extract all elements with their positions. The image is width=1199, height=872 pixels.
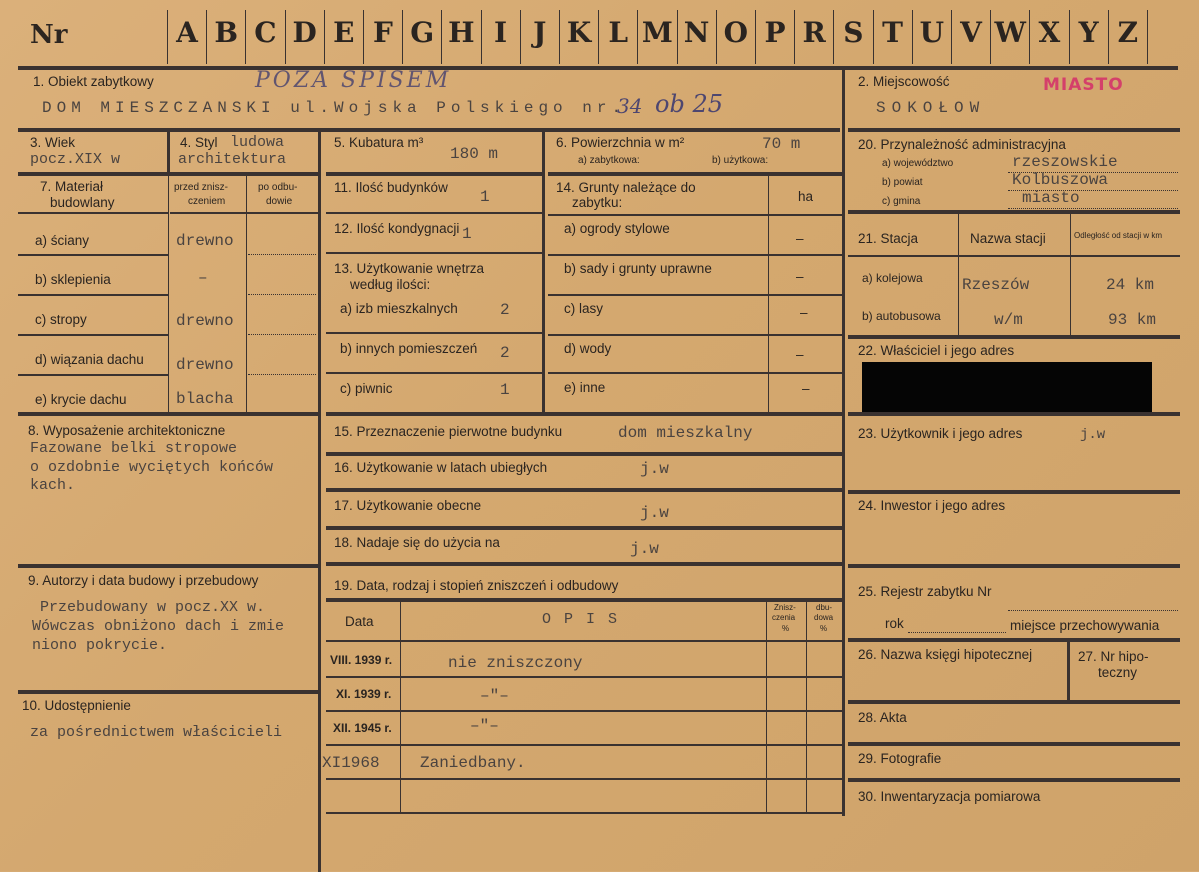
f7-row-value: drewno — [176, 232, 234, 250]
f13-row-label: b) innych pomieszczeń — [340, 341, 478, 356]
f20-b: b) powiat — [882, 177, 923, 188]
index-letter-c: C — [254, 16, 277, 49]
f30-label: 30. Inwentaryzacja pomiarowa — [858, 789, 1041, 804]
f7-row-label: e) krycie dachu — [35, 392, 127, 407]
f4-label: 4. Styl — [180, 135, 218, 150]
f27-label-2: teczny — [1098, 665, 1138, 680]
f10-label: 10. Udostępnienie — [22, 698, 131, 713]
f18-value: j.w — [630, 540, 659, 558]
f19-h-zn1: Znisz- — [774, 603, 796, 612]
f7-h1a: przed znisz- — [174, 182, 228, 193]
f6-label: 6. Powierzchnia w m² — [556, 135, 685, 150]
f3-value: pocz.XIX w — [30, 151, 121, 168]
f25-miejsce: miejsce przechowywania — [1010, 618, 1160, 633]
f7-row-label: a) ściany — [35, 233, 90, 248]
f19-row-opis: Zaniedbany. — [420, 754, 526, 772]
f27-label-1: 27. Nr hipo- — [1078, 649, 1149, 664]
index-letter-i: I — [494, 16, 508, 49]
f14-row-value: – — [802, 381, 810, 396]
f7-row-value: – — [198, 269, 208, 287]
index-letter-d: D — [292, 16, 317, 49]
f7-row-value: drewno — [176, 312, 234, 330]
f25-rok: rok — [885, 616, 904, 631]
f14-label-2: zabytku: — [572, 195, 623, 210]
f14-row-label: d) wody — [564, 341, 612, 356]
index-letter-o: O — [723, 16, 748, 49]
f1-number: 34 — [617, 94, 643, 118]
f13-row-label: a) izb mieszkalnych — [340, 301, 458, 316]
f1-label: 1. Obiekt zabytkowy — [33, 74, 154, 89]
index-letter-u: U — [919, 16, 944, 49]
index-letter-w: W — [994, 16, 1026, 49]
f29-label: 29. Fotografie — [858, 751, 942, 766]
f19-row-date: XI1968 — [322, 754, 380, 772]
f14-label-1: 14. Grunty należące do — [556, 180, 696, 195]
f3-label: 3. Wiek — [30, 135, 76, 150]
f20-a: a) województwo — [882, 158, 954, 169]
index-letter-k: K — [566, 16, 592, 49]
f2-value: SOKOŁOW — [876, 99, 986, 117]
f9-label: 9. Autorzy i data budowy i przebudowy — [28, 573, 259, 588]
index-letter-t: T — [882, 16, 904, 49]
f11-label: 11. Ilość budynków — [334, 180, 448, 195]
f23-label: 23. Użytkownik i jego adres — [858, 426, 1023, 441]
f19-row-date: VIII. 1939 r. — [330, 653, 393, 667]
f19-h-date: Data — [345, 614, 374, 629]
f17-label: 17. Użytkowanie obecne — [334, 498, 482, 513]
f13-row-value: 2 — [500, 344, 510, 362]
f21-na: Rzeszów — [962, 276, 1030, 294]
index-letter-r: R — [802, 16, 826, 49]
index-letter-e: E — [333, 16, 355, 49]
f8-label: 8. Wyposażenie architektoniczne — [28, 423, 226, 438]
f20-c: c) gmina — [882, 196, 921, 207]
f19-h-opis: O P I S — [542, 611, 620, 628]
index-letter-m: M — [641, 16, 673, 49]
index-letter-z: Z — [1117, 16, 1139, 49]
f16-value: j.w — [640, 460, 669, 478]
f14-row-label: c) lasy — [564, 301, 604, 316]
index-letter-x: X — [1038, 16, 1061, 49]
redaction-block — [862, 362, 1152, 412]
nr-label: Nr — [30, 20, 68, 50]
f21-h-name: Nazwa stacji — [970, 231, 1046, 246]
index-letter-a: A — [176, 16, 198, 49]
f19-h-od3: % — [820, 624, 828, 633]
f19-row-date: XII. 1945 r. — [333, 721, 392, 735]
f14-row-value: – — [800, 305, 808, 320]
f19-row-opis: nie zniszczony — [448, 654, 583, 672]
f13-row-label: c) piwnic — [340, 381, 393, 396]
f11-value: 1 — [480, 188, 490, 206]
f21-nb: w/m — [994, 311, 1023, 329]
f1-value: DOM MIESZCZANSKI ul.Wojska Polskiego nr. — [42, 99, 627, 117]
f7-label-1: 7. Materiał — [40, 179, 104, 194]
f21-db: 93 km — [1108, 311, 1157, 329]
f19-h-od2: dowa — [814, 613, 834, 622]
f8-line-1: Fazowane belki stropowe — [30, 440, 238, 457]
f22-label: 22. Właściciel i jego adres — [858, 343, 1015, 358]
f21-label: 21. Stacja — [858, 231, 919, 246]
f20-vc: miasto — [1022, 189, 1080, 207]
f5-value: 180 m — [450, 145, 499, 163]
f7-h2a: po odbu- — [258, 182, 298, 193]
f20-vb: Kolbuszowa — [1012, 171, 1109, 189]
index-letter-j: J — [533, 16, 547, 49]
f19-h-zn2: czenia — [772, 613, 796, 622]
f16-label: 16. Użytkowanie w latach ubiegłych — [334, 460, 548, 475]
f21-rb: b) autobusowa — [862, 309, 941, 323]
f7-row-label: b) sklepienia — [35, 272, 111, 287]
index-letter-l: L — [608, 16, 629, 49]
f19-row-date: XI. 1939 r. — [336, 687, 392, 701]
index-letter-h: H — [448, 16, 475, 49]
f6-value: 70 m — [762, 135, 801, 153]
f14-unit: ha — [798, 189, 814, 204]
f7-label-2: budowlany — [50, 195, 115, 210]
f19-row-opis: –"– — [480, 687, 509, 705]
f7-h1b: czeniem — [188, 196, 226, 207]
f19-h-zn3: % — [782, 624, 790, 633]
f7-row-value: blacha — [176, 390, 234, 408]
f21-ra: a) kolejowa — [862, 271, 923, 285]
f4-value-1: ludowa — [230, 134, 285, 151]
index-letter-y: Y — [1078, 16, 1099, 49]
f7-row-label: d) wiązania dachu — [35, 352, 144, 367]
f21-h-dist: Odległość od stacji w km — [1074, 231, 1163, 240]
f14-row-label: b) sady i grunty uprawne — [564, 261, 712, 276]
f17-value: j.w — [640, 504, 669, 522]
index-letter-p: P — [764, 16, 786, 49]
f21-da: 24 km — [1106, 276, 1155, 294]
f18-label: 18. Nadaje się do użycia na — [334, 535, 500, 550]
f5-label: 5. Kubatura m³ — [334, 135, 424, 150]
f14-row-value: – — [796, 347, 804, 362]
f14-row-label: a) ogrody stylowe — [564, 221, 670, 236]
f1-hw-after: ob 25 — [655, 90, 723, 118]
f15-value: dom mieszkalny — [618, 424, 753, 442]
f7-row-label: c) stropy — [35, 312, 87, 327]
f12-value: 1 — [462, 225, 472, 243]
f14-row-label: e) inne — [564, 380, 606, 395]
f20-va: rzeszowskie — [1012, 153, 1118, 171]
f19-row-opis: –"– — [470, 717, 499, 735]
f13-row-value: 1 — [500, 381, 510, 399]
f23-value: j.w — [1080, 427, 1106, 443]
f9-line-1: Przebudowany w pocz.XX w. — [40, 599, 266, 616]
f28-label: 28. Akta — [858, 710, 907, 725]
f20-label: 20. Przynależność administracyjna — [858, 137, 1066, 152]
f12-label: 12. Ilość kondygnacji — [334, 221, 460, 236]
f15-label: 15. Przeznaczenie pierwotne budynku — [334, 424, 563, 439]
index-letter-n: N — [683, 16, 710, 49]
f8-line-3: kach. — [30, 477, 76, 494]
f14-row-value: – — [796, 269, 804, 284]
f7-h2b: dowie — [266, 196, 293, 207]
index-letter-g: G — [410, 16, 435, 49]
f8-line-2: o ozdobnie wyciętych końców — [30, 459, 274, 476]
f25-label: 25. Rejestr zabytku Nr — [858, 584, 992, 599]
f24-label: 24. Inwestor i jego adres — [858, 498, 1006, 513]
f19-label: 19. Data, rodzaj i stopień zniszczeń i odbudowy — [334, 578, 619, 593]
index-letter-b: B — [214, 16, 239, 49]
f2-label: 2. Miejscowość — [858, 74, 950, 89]
f13-row-value: 2 — [500, 301, 510, 319]
miasto-stamp: MIASTO — [1043, 75, 1124, 95]
f6-a: a) zabytkowa: — [578, 155, 640, 166]
f7-row-value: drewno — [176, 356, 234, 374]
f9-line-3: niono pokrycie. — [32, 637, 168, 654]
f4-value-2: architektura — [178, 151, 287, 168]
f6-b: b) użytkowa: — [712, 155, 769, 166]
f10-value: za pośrednictwem właścicieli — [30, 724, 283, 741]
f26-label: 26. Nazwa księgi hipotecznej — [858, 647, 1033, 662]
f14-row-value: – — [796, 231, 804, 246]
index-letter-f: F — [373, 16, 393, 49]
index-letter-s: S — [843, 16, 864, 49]
f19-h-od1: dbu- — [816, 603, 833, 612]
index-letter-v: V — [960, 16, 982, 49]
f13-label-2: według ilości: — [350, 277, 431, 292]
f1-handwritten-note: POZA SPISEM — [255, 68, 452, 93]
f9-line-2: Wówczas obniżono dach i zmie — [32, 618, 285, 635]
f13-label-1: 13. Użytkowanie wnętrza — [334, 261, 485, 276]
